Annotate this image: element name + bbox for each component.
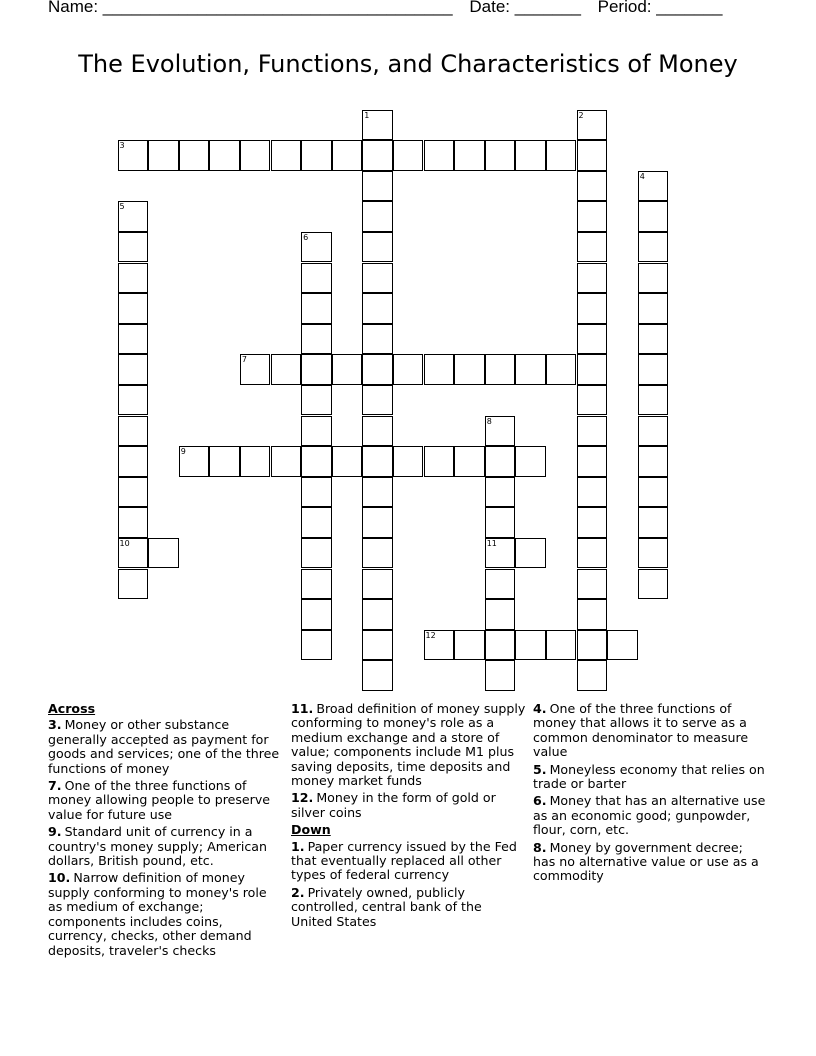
grid-cell[interactable] xyxy=(546,354,577,385)
grid-cell[interactable] xyxy=(638,385,669,416)
clue-column-3 xyxy=(533,702,768,887)
grid-cell[interactable] xyxy=(362,538,393,569)
grid-cell[interactable] xyxy=(118,416,149,447)
page-title: The Evolution, Functions, and Characteristics of Money xyxy=(78,50,738,78)
clue-item xyxy=(291,791,526,820)
clue-item xyxy=(533,702,768,760)
grid-cell[interactable] xyxy=(485,569,516,600)
grid-cell[interactable] xyxy=(362,110,393,141)
grid-cell[interactable] xyxy=(577,599,608,630)
grid-cell[interactable] xyxy=(362,599,393,630)
grid-cell[interactable] xyxy=(485,599,516,630)
grid-cell[interactable] xyxy=(577,354,608,385)
grid-cell[interactable] xyxy=(118,140,149,171)
grid-cell[interactable] xyxy=(118,293,149,324)
grid-cell[interactable] xyxy=(332,446,363,477)
grid-cell[interactable] xyxy=(424,446,455,477)
clue-item-text: One of the three functions of money that allows it to serve as a common denominator to measure value xyxy=(533,701,749,760)
grid-cell[interactable] xyxy=(332,354,363,385)
clue-item xyxy=(533,841,768,884)
grid-cell[interactable] xyxy=(485,416,516,447)
clue-item-text: Privately owned, publicly controlled, central bank of the United States xyxy=(291,884,482,929)
grid-cell[interactable] xyxy=(179,140,210,171)
clue-item-text: Standard unit of currency in a country's money supply; American dollars, British pound, etc. xyxy=(48,824,268,869)
clue-number: 8 xyxy=(486,416,492,426)
grid-cell[interactable] xyxy=(301,538,332,569)
grid-cell[interactable] xyxy=(362,232,393,263)
grid-cell[interactable] xyxy=(148,140,179,171)
grid-cell[interactable] xyxy=(209,446,240,477)
clue-item xyxy=(48,779,283,822)
grid-cell[interactable] xyxy=(638,538,669,569)
grid-cell[interactable] xyxy=(577,232,608,263)
grid-cell[interactable] xyxy=(301,477,332,508)
grid-cell[interactable] xyxy=(362,201,393,232)
clue-item-number: 4. xyxy=(533,701,547,716)
grid-cell[interactable] xyxy=(301,416,332,447)
grid-cell[interactable] xyxy=(362,385,393,416)
grid-cell[interactable] xyxy=(577,324,608,355)
grid-cell[interactable] xyxy=(577,569,608,600)
clue-item-number: 3. xyxy=(48,717,62,733)
grid-cell[interactable] xyxy=(301,293,332,324)
clue-item xyxy=(48,718,283,776)
grid-cell[interactable] xyxy=(118,569,149,600)
grid-cell[interactable] xyxy=(301,385,332,416)
grid-cell[interactable] xyxy=(577,201,608,232)
clue-number: 4 xyxy=(639,171,645,181)
grid-cell[interactable] xyxy=(638,446,669,477)
grid-cell[interactable] xyxy=(577,446,608,477)
grid-cell[interactable] xyxy=(301,232,332,263)
clue-item xyxy=(291,840,526,883)
clue-item-text: Narrow definition of money supply conforming to money's role as medium of exchange; components includes coins, currency, checks, other demand deposits, traveler's checks xyxy=(48,870,267,958)
clue-number: 2 xyxy=(578,110,584,120)
grid-cell[interactable] xyxy=(515,538,546,569)
grid-cell[interactable] xyxy=(301,354,332,385)
clue-item-number: 1. xyxy=(291,838,305,854)
grid-cell[interactable] xyxy=(638,232,669,263)
grid-cell[interactable] xyxy=(424,140,455,171)
clue-item-number: 11. xyxy=(291,701,314,716)
clue-number: 11 xyxy=(486,538,497,548)
grid-cell[interactable] xyxy=(301,569,332,600)
clue-item-text: Broad definition of money supply conforming to money's role as a medium exchange and a store of value; components include M1 plus saving deposits, time deposits and money market funds xyxy=(291,701,526,789)
clue-item xyxy=(48,825,283,868)
clue-item xyxy=(48,871,283,957)
grid-cell[interactable] xyxy=(301,140,332,171)
grid-cell[interactable] xyxy=(485,140,516,171)
grid-cell[interactable] xyxy=(577,171,608,202)
clue-item-number: 8. xyxy=(533,839,547,855)
grid-cell[interactable] xyxy=(393,140,424,171)
clue-item-number: 9. xyxy=(48,824,62,840)
clue-item xyxy=(291,886,526,929)
grid-cell[interactable] xyxy=(362,293,393,324)
grid-cell[interactable] xyxy=(240,446,271,477)
grid-cell[interactable] xyxy=(118,507,149,538)
grid-cell[interactable] xyxy=(638,293,669,324)
grid-cell[interactable] xyxy=(362,569,393,600)
grid-cell[interactable] xyxy=(118,446,149,477)
grid-cell[interactable] xyxy=(362,630,393,661)
grid-cell[interactable] xyxy=(179,446,210,477)
grid-cell[interactable] xyxy=(638,569,669,600)
grid-cell[interactable] xyxy=(240,354,271,385)
grid-cell[interactable] xyxy=(577,385,608,416)
grid-cell[interactable] xyxy=(393,354,424,385)
grid-cell[interactable] xyxy=(118,385,149,416)
clue-column-1 xyxy=(48,702,283,961)
grid-cell[interactable] xyxy=(638,201,669,232)
clue-number: 7 xyxy=(241,355,247,365)
grid-cell[interactable] xyxy=(362,507,393,538)
grid-cell[interactable] xyxy=(577,263,608,294)
clue-column-2 xyxy=(291,702,526,932)
grid-cell[interactable] xyxy=(454,140,485,171)
grid-cell[interactable] xyxy=(485,630,516,661)
name-field[interactable]: Name: _____________________________________ xyxy=(48,0,453,16)
date-field[interactable]: Date: _______ xyxy=(469,0,581,16)
grid-cell[interactable] xyxy=(118,232,149,263)
grid-cell[interactable] xyxy=(454,446,485,477)
grid-cell[interactable] xyxy=(454,354,485,385)
grid-cell[interactable] xyxy=(577,416,608,447)
grid-cell[interactable] xyxy=(424,630,455,661)
grid-cell[interactable] xyxy=(362,324,393,355)
clue-item-text: One of the three functions of money allowing people to preserve value for future use xyxy=(48,778,271,822)
grid-cell[interactable] xyxy=(148,538,179,569)
grid-cell[interactable] xyxy=(118,263,149,294)
grid-cell[interactable] xyxy=(301,507,332,538)
clue-item-number: 2. xyxy=(291,884,305,900)
grid-cell[interactable] xyxy=(424,354,455,385)
clue-item xyxy=(533,794,768,837)
grid-cell[interactable] xyxy=(240,140,271,171)
grid-cell[interactable] xyxy=(638,507,669,538)
grid-cell[interactable] xyxy=(515,630,546,661)
grid-cell[interactable] xyxy=(118,477,149,508)
grid-cell[interactable] xyxy=(362,140,393,171)
clue-item-text: Paper currency issued by the Fed that eventually replaced all other types of federal currency xyxy=(291,838,517,883)
grid-cell[interactable] xyxy=(577,293,608,324)
grid-cell[interactable] xyxy=(577,140,608,171)
clue-item-number: 5. xyxy=(533,761,547,777)
clue-number: 12 xyxy=(425,630,436,640)
grid-cell[interactable] xyxy=(362,416,393,447)
clue-item xyxy=(533,763,768,792)
clue-number: 6 xyxy=(303,232,309,242)
clue-number: 1 xyxy=(364,110,370,120)
grid-cell[interactable] xyxy=(271,446,302,477)
grid-cell[interactable] xyxy=(118,354,149,385)
grid-cell[interactable] xyxy=(638,477,669,508)
grid-cell[interactable] xyxy=(577,477,608,508)
clue-number: 3 xyxy=(119,141,125,151)
grid-cell[interactable] xyxy=(362,354,393,385)
grid-cell[interactable] xyxy=(638,354,669,385)
grid-cell[interactable] xyxy=(485,446,516,477)
grid-cell[interactable] xyxy=(485,477,516,508)
grid-cell[interactable] xyxy=(638,171,669,202)
grid-cell[interactable] xyxy=(301,446,332,477)
period-field[interactable]: Period: _______ xyxy=(597,0,723,16)
grid-cell[interactable] xyxy=(485,660,516,691)
grid-cell[interactable] xyxy=(485,538,516,569)
grid-cell[interactable] xyxy=(638,416,669,447)
grid-cell[interactable] xyxy=(515,140,546,171)
grid-cell[interactable] xyxy=(577,507,608,538)
grid-cell[interactable] xyxy=(577,538,608,569)
across-heading: Across xyxy=(48,701,96,716)
grid-cell[interactable] xyxy=(362,660,393,691)
grid-cell[interactable] xyxy=(515,446,546,477)
grid-cell[interactable] xyxy=(485,354,516,385)
grid-cell[interactable] xyxy=(332,140,363,171)
clue-number: 5 xyxy=(119,202,125,212)
clue-item-number: 12. xyxy=(291,790,314,806)
grid-cell[interactable] xyxy=(301,599,332,630)
grid-cell[interactable] xyxy=(546,140,577,171)
grid-cell[interactable] xyxy=(118,201,149,232)
grid-cell[interactable] xyxy=(301,324,332,355)
grid-cell[interactable] xyxy=(454,630,485,661)
clue-item-number: 10. xyxy=(48,870,71,886)
grid-cell[interactable] xyxy=(362,477,393,508)
grid-cell[interactable] xyxy=(271,354,302,385)
grid-cell[interactable] xyxy=(485,507,516,538)
grid-cell[interactable] xyxy=(362,446,393,477)
grid-cell[interactable] xyxy=(577,630,608,661)
down-heading: Down xyxy=(291,822,331,838)
clue-item xyxy=(291,702,526,788)
clue-item-text: Money in the form of gold or silver coins xyxy=(291,790,496,820)
grid-cell[interactable] xyxy=(638,324,669,355)
clue-number: 10 xyxy=(119,538,130,548)
grid-cell[interactable] xyxy=(362,171,393,202)
clue-item-text: Money or other substance generally accepted as payment for goods and services; one of the three functions of money xyxy=(48,717,280,776)
grid-cell[interactable] xyxy=(301,630,332,661)
grid-cell[interactable] xyxy=(638,263,669,294)
grid-cell[interactable] xyxy=(393,446,424,477)
grid-cell[interactable] xyxy=(271,140,302,171)
grid-cell[interactable] xyxy=(577,110,608,141)
grid-cell[interactable] xyxy=(118,324,149,355)
clue-item-number: 6. xyxy=(533,793,547,809)
grid-cell[interactable] xyxy=(607,630,638,661)
clue-number: 9 xyxy=(180,447,186,457)
grid-cell[interactable] xyxy=(362,263,393,294)
grid-cell[interactable] xyxy=(118,538,149,569)
grid-cell[interactable] xyxy=(209,140,240,171)
clue-item-text: Money that has an alternative use as an economic good; gunpowder, flour, corn, etc. xyxy=(533,793,766,838)
grid-cell[interactable] xyxy=(515,354,546,385)
grid-cell[interactable] xyxy=(577,660,608,691)
clue-item-text: Money by government decree; has no alternative value or use as a commodity xyxy=(533,839,759,884)
clue-item-number: 7. xyxy=(48,778,62,794)
grid-cell[interactable] xyxy=(546,630,577,661)
grid-cell[interactable] xyxy=(301,263,332,294)
clue-item-text: Moneyless economy that relies on trade or barter xyxy=(533,761,765,792)
